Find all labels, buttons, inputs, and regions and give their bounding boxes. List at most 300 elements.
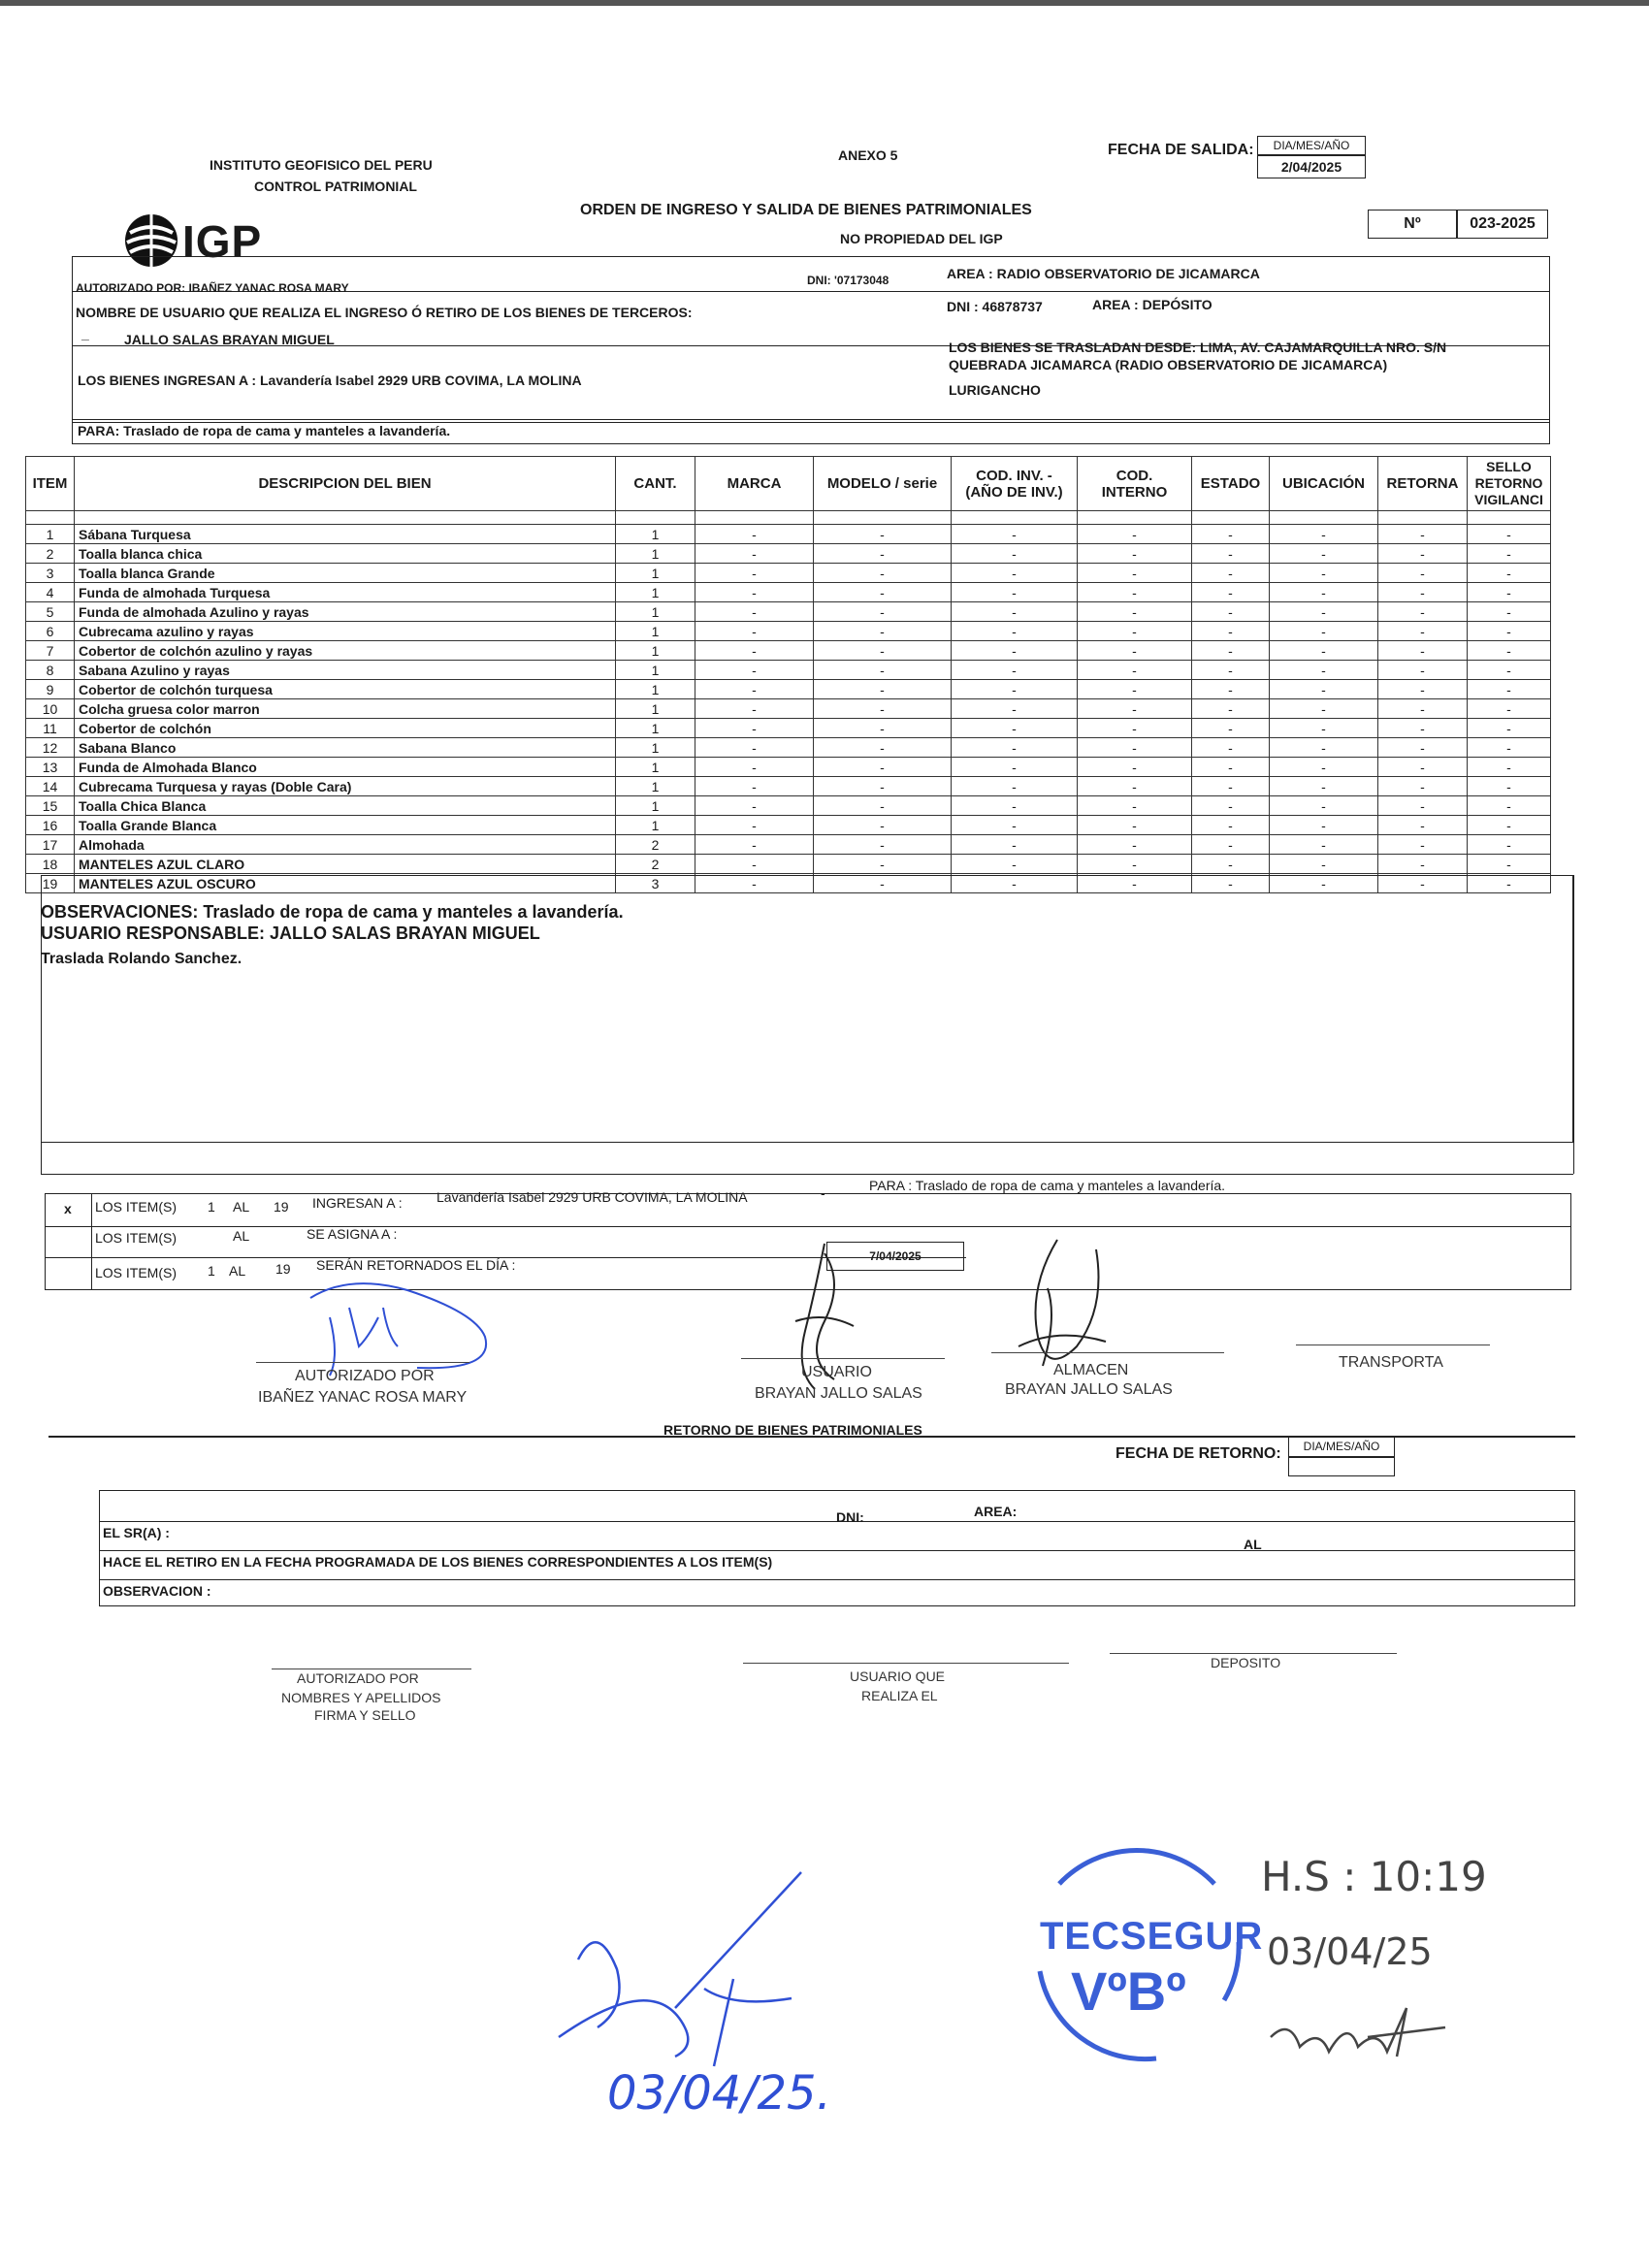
enter-to: LOS BIENES INGRESAN A : Lavandería Isabel 2929 URB COVIMA, LA MOLINA	[78, 373, 582, 388]
observations-line-1: OBSERVACIONES: Traslado de ropa de cama y manteles a lavandería.	[41, 902, 624, 922]
item-state: -	[1192, 564, 1270, 583]
summary-r2-action: SE ASIGNA A :	[307, 1226, 398, 1242]
summary-return-date: 7/04/2025	[826, 1242, 964, 1271]
item-description: Funda de almohada Turquesa	[75, 583, 616, 602]
col-description: DESCRIPCION DEL BIEN	[75, 457, 616, 511]
item-number: 3	[26, 564, 75, 583]
item-returns: -	[1378, 680, 1468, 699]
table-row	[26, 583, 1551, 602]
item-state: -	[1192, 661, 1270, 680]
table-row	[26, 699, 1551, 719]
item-quantity: 1	[616, 622, 695, 641]
item-internal-code: -	[1078, 835, 1192, 855]
col-seal-3: VIGILANCI	[1474, 492, 1543, 507]
sig2-name: BRAYAN JALLO SALAS	[755, 1385, 922, 1402]
user-label: NOMBRE DE USUARIO QUE REALIZA EL INGRESO Ó RETIRO DE LOS BIENES DE TERCEROS:	[76, 305, 693, 320]
summary-r3-action: SERÁN RETORNADOS EL DÍA :	[316, 1257, 516, 1273]
item-quantity: 1	[616, 641, 695, 661]
return-observation: OBSERVACION :	[103, 1583, 211, 1599]
item-brand: -	[695, 699, 814, 719]
table-row	[26, 816, 1551, 835]
item-number: 9	[26, 680, 75, 699]
item-returns: -	[1378, 758, 1468, 777]
item-location: -	[1270, 661, 1378, 680]
item-model: -	[814, 758, 952, 777]
table-row	[26, 525, 1551, 544]
item-model: -	[814, 855, 952, 874]
col-seal-2: RETORNO	[1474, 475, 1543, 491]
sig2-role: USUARIO	[801, 1364, 872, 1380]
col-seal-1: SELLO	[1486, 459, 1532, 474]
item-location: -	[1270, 738, 1378, 758]
item-state: -	[1192, 602, 1270, 622]
item-seal: -	[1468, 835, 1551, 855]
item-number: 1	[26, 525, 75, 544]
item-location: -	[1270, 622, 1378, 641]
item-returns: -	[1378, 719, 1468, 738]
item-brand: -	[695, 758, 814, 777]
moved-from-3: LURIGANCHO	[949, 382, 1041, 398]
summary-r1-purpose: PARA : Traslado de ropa de cama y manteles a lavandería.	[869, 1178, 1226, 1193]
sig3-role: ALMACEN	[1053, 1362, 1129, 1378]
item-returns: -	[1378, 602, 1468, 622]
stamp-company: TECSEGUR	[1040, 1915, 1264, 1958]
item-brand: -	[695, 796, 814, 816]
item-internal-code: -	[1078, 583, 1192, 602]
item-state: -	[1192, 738, 1270, 758]
item-seal: -	[1468, 641, 1551, 661]
footer-sig3-role: DEPOSITO	[1211, 1655, 1281, 1670]
item-state: -	[1192, 874, 1270, 893]
item-location: -	[1270, 874, 1378, 893]
summary-r1-from: 1	[208, 1199, 215, 1215]
handwritten-date: 03/04/25.	[607, 2066, 831, 2121]
item-inventory-code: -	[952, 680, 1078, 699]
annex-label: ANEXO 5	[838, 147, 898, 163]
summary-r3-to: 19	[275, 1261, 291, 1277]
item-description: Almohada	[75, 835, 616, 855]
summary-r3-from: 1	[208, 1263, 215, 1279]
item-returns: -	[1378, 855, 1468, 874]
col-internal-code	[1078, 457, 1192, 511]
item-returns: -	[1378, 738, 1468, 758]
col-model: MODELO / serie	[814, 457, 952, 511]
item-seal: -	[1468, 622, 1551, 641]
item-location: -	[1270, 583, 1378, 602]
exit-date-value: 2/04/2025	[1257, 155, 1366, 178]
summary-mark: x	[64, 1201, 72, 1216]
item-number: 14	[26, 777, 75, 796]
item-quantity: 2	[616, 835, 695, 855]
item-description: Cobertor de colchón turquesa	[75, 680, 616, 699]
col-state: ESTADO	[1192, 457, 1270, 511]
item-brand: -	[695, 738, 814, 758]
item-inventory-code: -	[952, 835, 1078, 855]
item-seal: -	[1468, 855, 1551, 874]
item-model: -	[814, 796, 952, 816]
item-location: -	[1270, 699, 1378, 719]
item-number: 17	[26, 835, 75, 855]
item-state: -	[1192, 622, 1270, 641]
item-location: -	[1270, 680, 1378, 699]
item-internal-code: -	[1078, 544, 1192, 564]
table-row	[26, 777, 1551, 796]
item-inventory-code: -	[952, 699, 1078, 719]
item-description: Cubrecama Turquesa y rayas (Doble Cara)	[75, 777, 616, 796]
table-row	[26, 738, 1551, 758]
item-inventory-code: -	[952, 661, 1078, 680]
item-model: -	[814, 583, 952, 602]
item-number: 13	[26, 758, 75, 777]
sig3-name: BRAYAN JALLO SALAS	[1005, 1381, 1173, 1398]
item-model: -	[814, 622, 952, 641]
item-inventory-code: -	[952, 719, 1078, 738]
item-internal-code: -	[1078, 738, 1192, 758]
item-brand: -	[695, 855, 814, 874]
item-seal: -	[1468, 680, 1551, 699]
table-row	[26, 641, 1551, 661]
item-number: 2	[26, 544, 75, 564]
item-internal-code: -	[1078, 719, 1192, 738]
item-returns: -	[1378, 583, 1468, 602]
table-row	[26, 564, 1551, 583]
item-returns: -	[1378, 525, 1468, 544]
item-internal-code: -	[1078, 680, 1192, 699]
item-location: -	[1270, 602, 1378, 622]
item-internal-code: -	[1078, 602, 1192, 622]
item-model: -	[814, 738, 952, 758]
item-state: -	[1192, 796, 1270, 816]
purpose-text: PARA: Traslado de ropa de cama y manteles a lavandería.	[78, 423, 451, 438]
item-inventory-code: -	[952, 796, 1078, 816]
item-brand: -	[695, 835, 814, 855]
item-returns: -	[1378, 835, 1468, 855]
summary-r1-place: Lavandería Isabel 2929 URB COVIMA, LA MOLINA	[436, 1189, 748, 1205]
col-internal-code-1: COD.	[1116, 467, 1153, 484]
footer-sig2-detail: REALIZA EL	[861, 1688, 938, 1703]
item-state: -	[1192, 544, 1270, 564]
item-quantity: 1	[616, 525, 695, 544]
table-row	[26, 855, 1551, 874]
item-number: 6	[26, 622, 75, 641]
item-model: -	[814, 544, 952, 564]
institute-name: INSTITUTO GEOFISICO DEL PERU	[210, 157, 433, 173]
col-inventory-code-2: (AÑO DE INV.)	[965, 483, 1063, 501]
item-seal: -	[1468, 564, 1551, 583]
table-row	[26, 719, 1551, 738]
item-seal: -	[1468, 874, 1551, 893]
item-inventory-code: -	[952, 622, 1078, 641]
table-row	[26, 661, 1551, 680]
item-inventory-code: -	[952, 641, 1078, 661]
item-brand: -	[695, 719, 814, 738]
col-inventory-code	[952, 457, 1078, 511]
item-model: -	[814, 602, 952, 622]
item-number: 15	[26, 796, 75, 816]
item-inventory-code: -	[952, 544, 1078, 564]
item-description: Toalla blanca chica	[75, 544, 616, 564]
item-model: -	[814, 680, 952, 699]
number-label: Nº	[1368, 210, 1457, 239]
table-row	[26, 622, 1551, 641]
scan-top-border	[0, 0, 1649, 6]
items-table	[25, 456, 1551, 893]
item-brand: -	[695, 564, 814, 583]
item-returns: -	[1378, 544, 1468, 564]
item-quantity: 1	[616, 661, 695, 680]
return-area: AREA:	[974, 1504, 1018, 1519]
return-retiro: HACE EL RETIRO EN LA FECHA PROGRAMADA DE LOS BIENES CORRESPONDIENTES A LOS ITEM(S)	[103, 1554, 773, 1570]
item-model: -	[814, 874, 952, 893]
user-name: JALLO SALAS BRAYAN MIGUEL	[124, 332, 335, 347]
item-brand: -	[695, 602, 814, 622]
col-item: ITEM	[26, 457, 75, 511]
item-inventory-code: -	[952, 758, 1078, 777]
item-quantity: 1	[616, 777, 695, 796]
item-number: 12	[26, 738, 75, 758]
item-quantity: 1	[616, 544, 695, 564]
item-state: -	[1192, 525, 1270, 544]
item-state: -	[1192, 699, 1270, 719]
table-row	[26, 758, 1551, 777]
col-returns: RETORNA	[1378, 457, 1468, 511]
user-dash: _	[81, 326, 89, 341]
item-quantity: 2	[616, 855, 695, 874]
item-state: -	[1192, 680, 1270, 699]
item-description: Cubrecama azulino y rayas	[75, 622, 616, 641]
item-seal: -	[1468, 602, 1551, 622]
item-inventory-code: -	[952, 564, 1078, 583]
summary-r1-label: LOS ITEM(S)	[95, 1199, 178, 1215]
item-inventory-code: -	[952, 777, 1078, 796]
item-inventory-code: -	[952, 874, 1078, 893]
item-number: 16	[26, 816, 75, 835]
item-state: -	[1192, 719, 1270, 738]
item-model: -	[814, 525, 952, 544]
item-quantity: 1	[616, 816, 695, 835]
item-model: -	[814, 641, 952, 661]
item-model: -	[814, 816, 952, 835]
item-internal-code: -	[1078, 564, 1192, 583]
summary-r1-dash: -	[821, 1185, 825, 1201]
item-quantity: 1	[616, 680, 695, 699]
return-al: AL	[1244, 1537, 1262, 1552]
item-inventory-code: -	[952, 583, 1078, 602]
item-model: -	[814, 564, 952, 583]
handwritten-hour: H.S : 10:19	[1261, 1853, 1487, 1900]
return-date-value	[1288, 1457, 1395, 1476]
return-date-label: FECHA DE RETORNO:	[1116, 1445, 1281, 1462]
item-seal: -	[1468, 777, 1551, 796]
item-model: -	[814, 719, 952, 738]
department-name: CONTROL PATRIMONIAL	[254, 178, 417, 194]
item-seal: -	[1468, 816, 1551, 835]
item-number: 11	[26, 719, 75, 738]
return-box	[99, 1490, 1575, 1606]
item-seal: -	[1468, 758, 1551, 777]
item-internal-code: -	[1078, 641, 1192, 661]
item-brand: -	[695, 525, 814, 544]
item-location: -	[1270, 796, 1378, 816]
item-description: Funda de almohada Azulino y rayas	[75, 602, 616, 622]
item-internal-code: -	[1078, 699, 1192, 719]
item-number: 18	[26, 855, 75, 874]
stamp-signature-icon	[1261, 1998, 1455, 2066]
handwritten-signature-icon	[539, 1863, 830, 2076]
table-header-row	[26, 457, 1551, 511]
item-quantity: 1	[616, 758, 695, 777]
item-description: MANTELES AZUL CLARO	[75, 855, 616, 874]
user-dni: DNI : 46878737	[947, 299, 1043, 314]
item-internal-code: -	[1078, 525, 1192, 544]
item-description: Sábana Turquesa	[75, 525, 616, 544]
item-internal-code: -	[1078, 796, 1192, 816]
summary-r3-label: LOS ITEM(S)	[95, 1265, 178, 1280]
table-row	[26, 680, 1551, 699]
item-location: -	[1270, 777, 1378, 796]
col-inventory-code-1: COD. INV. -	[976, 467, 1052, 484]
exit-date-format: DIA/MES/AÑO	[1257, 136, 1366, 155]
item-internal-code: -	[1078, 816, 1192, 835]
item-brand: -	[695, 680, 814, 699]
item-quantity: 1	[616, 719, 695, 738]
item-description: Toalla Chica Blanca	[75, 796, 616, 816]
footer-sig2-role: USUARIO QUE	[850, 1669, 946, 1684]
item-location: -	[1270, 855, 1378, 874]
item-description: Toalla Grande Blanca	[75, 816, 616, 835]
document-title: ORDEN DE INGRESO Y SALIDA DE BIENES PATRIMONIALES	[580, 202, 1032, 218]
item-inventory-code: -	[952, 816, 1078, 835]
item-seal: -	[1468, 738, 1551, 758]
item-quantity: 1	[616, 699, 695, 719]
item-quantity: 1	[616, 796, 695, 816]
authorized-area: AREA : RADIO OBSERVATORIO DE JICAMARCA	[947, 266, 1260, 281]
observations-line-3: Traslada Rolando Sanchez.	[41, 951, 242, 967]
item-description: Toalla blanca Grande	[75, 564, 616, 583]
summary-r1-al: AL	[233, 1199, 250, 1215]
summary-r2-label: LOS ITEM(S)	[95, 1230, 178, 1246]
document-number: 023-2025	[1457, 210, 1548, 239]
item-seal: -	[1468, 719, 1551, 738]
item-quantity: 1	[616, 583, 695, 602]
footer-sig1-role: AUTORIZADO POR	[297, 1670, 419, 1686]
footer-sig1-seal: FIRMA Y SELLO	[314, 1707, 416, 1723]
item-location: -	[1270, 641, 1378, 661]
item-inventory-code: -	[952, 738, 1078, 758]
item-internal-code: -	[1078, 777, 1192, 796]
return-title: RETORNO DE BIENES PATRIMONIALES	[663, 1422, 922, 1438]
item-seal: -	[1468, 661, 1551, 680]
item-returns: -	[1378, 816, 1468, 835]
summary-r3-al: AL	[229, 1263, 246, 1279]
item-returns: -	[1378, 796, 1468, 816]
item-model: -	[814, 835, 952, 855]
item-quantity: 3	[616, 874, 695, 893]
table-spacer-row	[26, 511, 1551, 525]
item-internal-code: -	[1078, 758, 1192, 777]
item-model: -	[814, 777, 952, 796]
document-subtitle: NO PROPIEDAD DEL IGP	[840, 231, 1003, 246]
summary-r2-al: AL	[233, 1228, 250, 1244]
handwritten-stamp-date: 03/04/25	[1267, 1930, 1433, 1973]
item-state: -	[1192, 641, 1270, 661]
item-model: -	[814, 661, 952, 680]
stamp-mark: VºBº	[1071, 1960, 1186, 2022]
sig4-role: TRANSPORTA	[1339, 1354, 1443, 1371]
item-brand: -	[695, 544, 814, 564]
item-returns: -	[1378, 699, 1468, 719]
observations-line-2: USUARIO RESPONSABLE: JALLO SALAS BRAYAN MIGUEL	[41, 923, 540, 943]
item-number: 5	[26, 602, 75, 622]
item-brand: -	[695, 661, 814, 680]
item-state: -	[1192, 777, 1270, 796]
item-seal: -	[1468, 699, 1551, 719]
item-state: -	[1192, 835, 1270, 855]
tecsegur-stamp	[1020, 1845, 1264, 2068]
item-state: -	[1192, 583, 1270, 602]
user-area: AREA : DEPÓSITO	[1092, 297, 1212, 312]
item-location: -	[1270, 525, 1378, 544]
item-description: Cobertor de colchón azulino y rayas	[75, 641, 616, 661]
item-inventory-code: -	[952, 602, 1078, 622]
item-seal: -	[1468, 583, 1551, 602]
item-internal-code: -	[1078, 622, 1192, 641]
col-location: UBICACIÓN	[1270, 457, 1378, 511]
item-model: -	[814, 699, 952, 719]
col-seal	[1468, 457, 1551, 511]
item-state: -	[1192, 816, 1270, 835]
item-quantity: 1	[616, 602, 695, 622]
item-location: -	[1270, 835, 1378, 855]
item-description: Cobertor de colchón	[75, 719, 616, 738]
item-location: -	[1270, 544, 1378, 564]
sig1-role: AUTORIZADO POR	[295, 1368, 435, 1384]
item-brand: -	[695, 622, 814, 641]
item-description: MANTELES AZUL OSCURO	[75, 874, 616, 893]
logo-text: IGP	[182, 216, 263, 267]
footer-sig1-name: NOMBRES Y APELLIDOS	[281, 1690, 441, 1705]
table-row	[26, 796, 1551, 816]
return-sr: EL SR(A) :	[103, 1525, 170, 1540]
item-brand: -	[695, 583, 814, 602]
item-brand: -	[695, 816, 814, 835]
item-seal: -	[1468, 796, 1551, 816]
item-quantity: 1	[616, 564, 695, 583]
table-row	[26, 835, 1551, 855]
item-location: -	[1270, 564, 1378, 583]
table-row	[26, 602, 1551, 622]
item-internal-code: -	[1078, 855, 1192, 874]
item-number: 8	[26, 661, 75, 680]
item-seal: -	[1468, 525, 1551, 544]
item-returns: -	[1378, 777, 1468, 796]
item-seal: -	[1468, 544, 1551, 564]
item-location: -	[1270, 758, 1378, 777]
return-dni: DNI:	[836, 1509, 864, 1525]
return-date-format: DIA/MES/AÑO	[1288, 1436, 1395, 1457]
summary-r1-action: INGRESAN A :	[312, 1195, 403, 1211]
moved-from-1: LOS BIENES SE TRASLADAN DESDE: LIMA, AV. CAJAMARQUILLA NRO. S/N	[949, 340, 1447, 355]
item-inventory-code: -	[952, 525, 1078, 544]
item-description: Funda de Almohada Blanco	[75, 758, 616, 777]
item-internal-code: -	[1078, 874, 1192, 893]
item-number: 7	[26, 641, 75, 661]
item-returns: -	[1378, 641, 1468, 661]
col-quantity: CANT.	[616, 457, 695, 511]
item-state: -	[1192, 758, 1270, 777]
moved-from-2: QUEBRADA JICAMARCA (RADIO OBSERVATORIO DE JICAMARCA)	[949, 357, 1388, 373]
col-brand: MARCA	[695, 457, 814, 511]
